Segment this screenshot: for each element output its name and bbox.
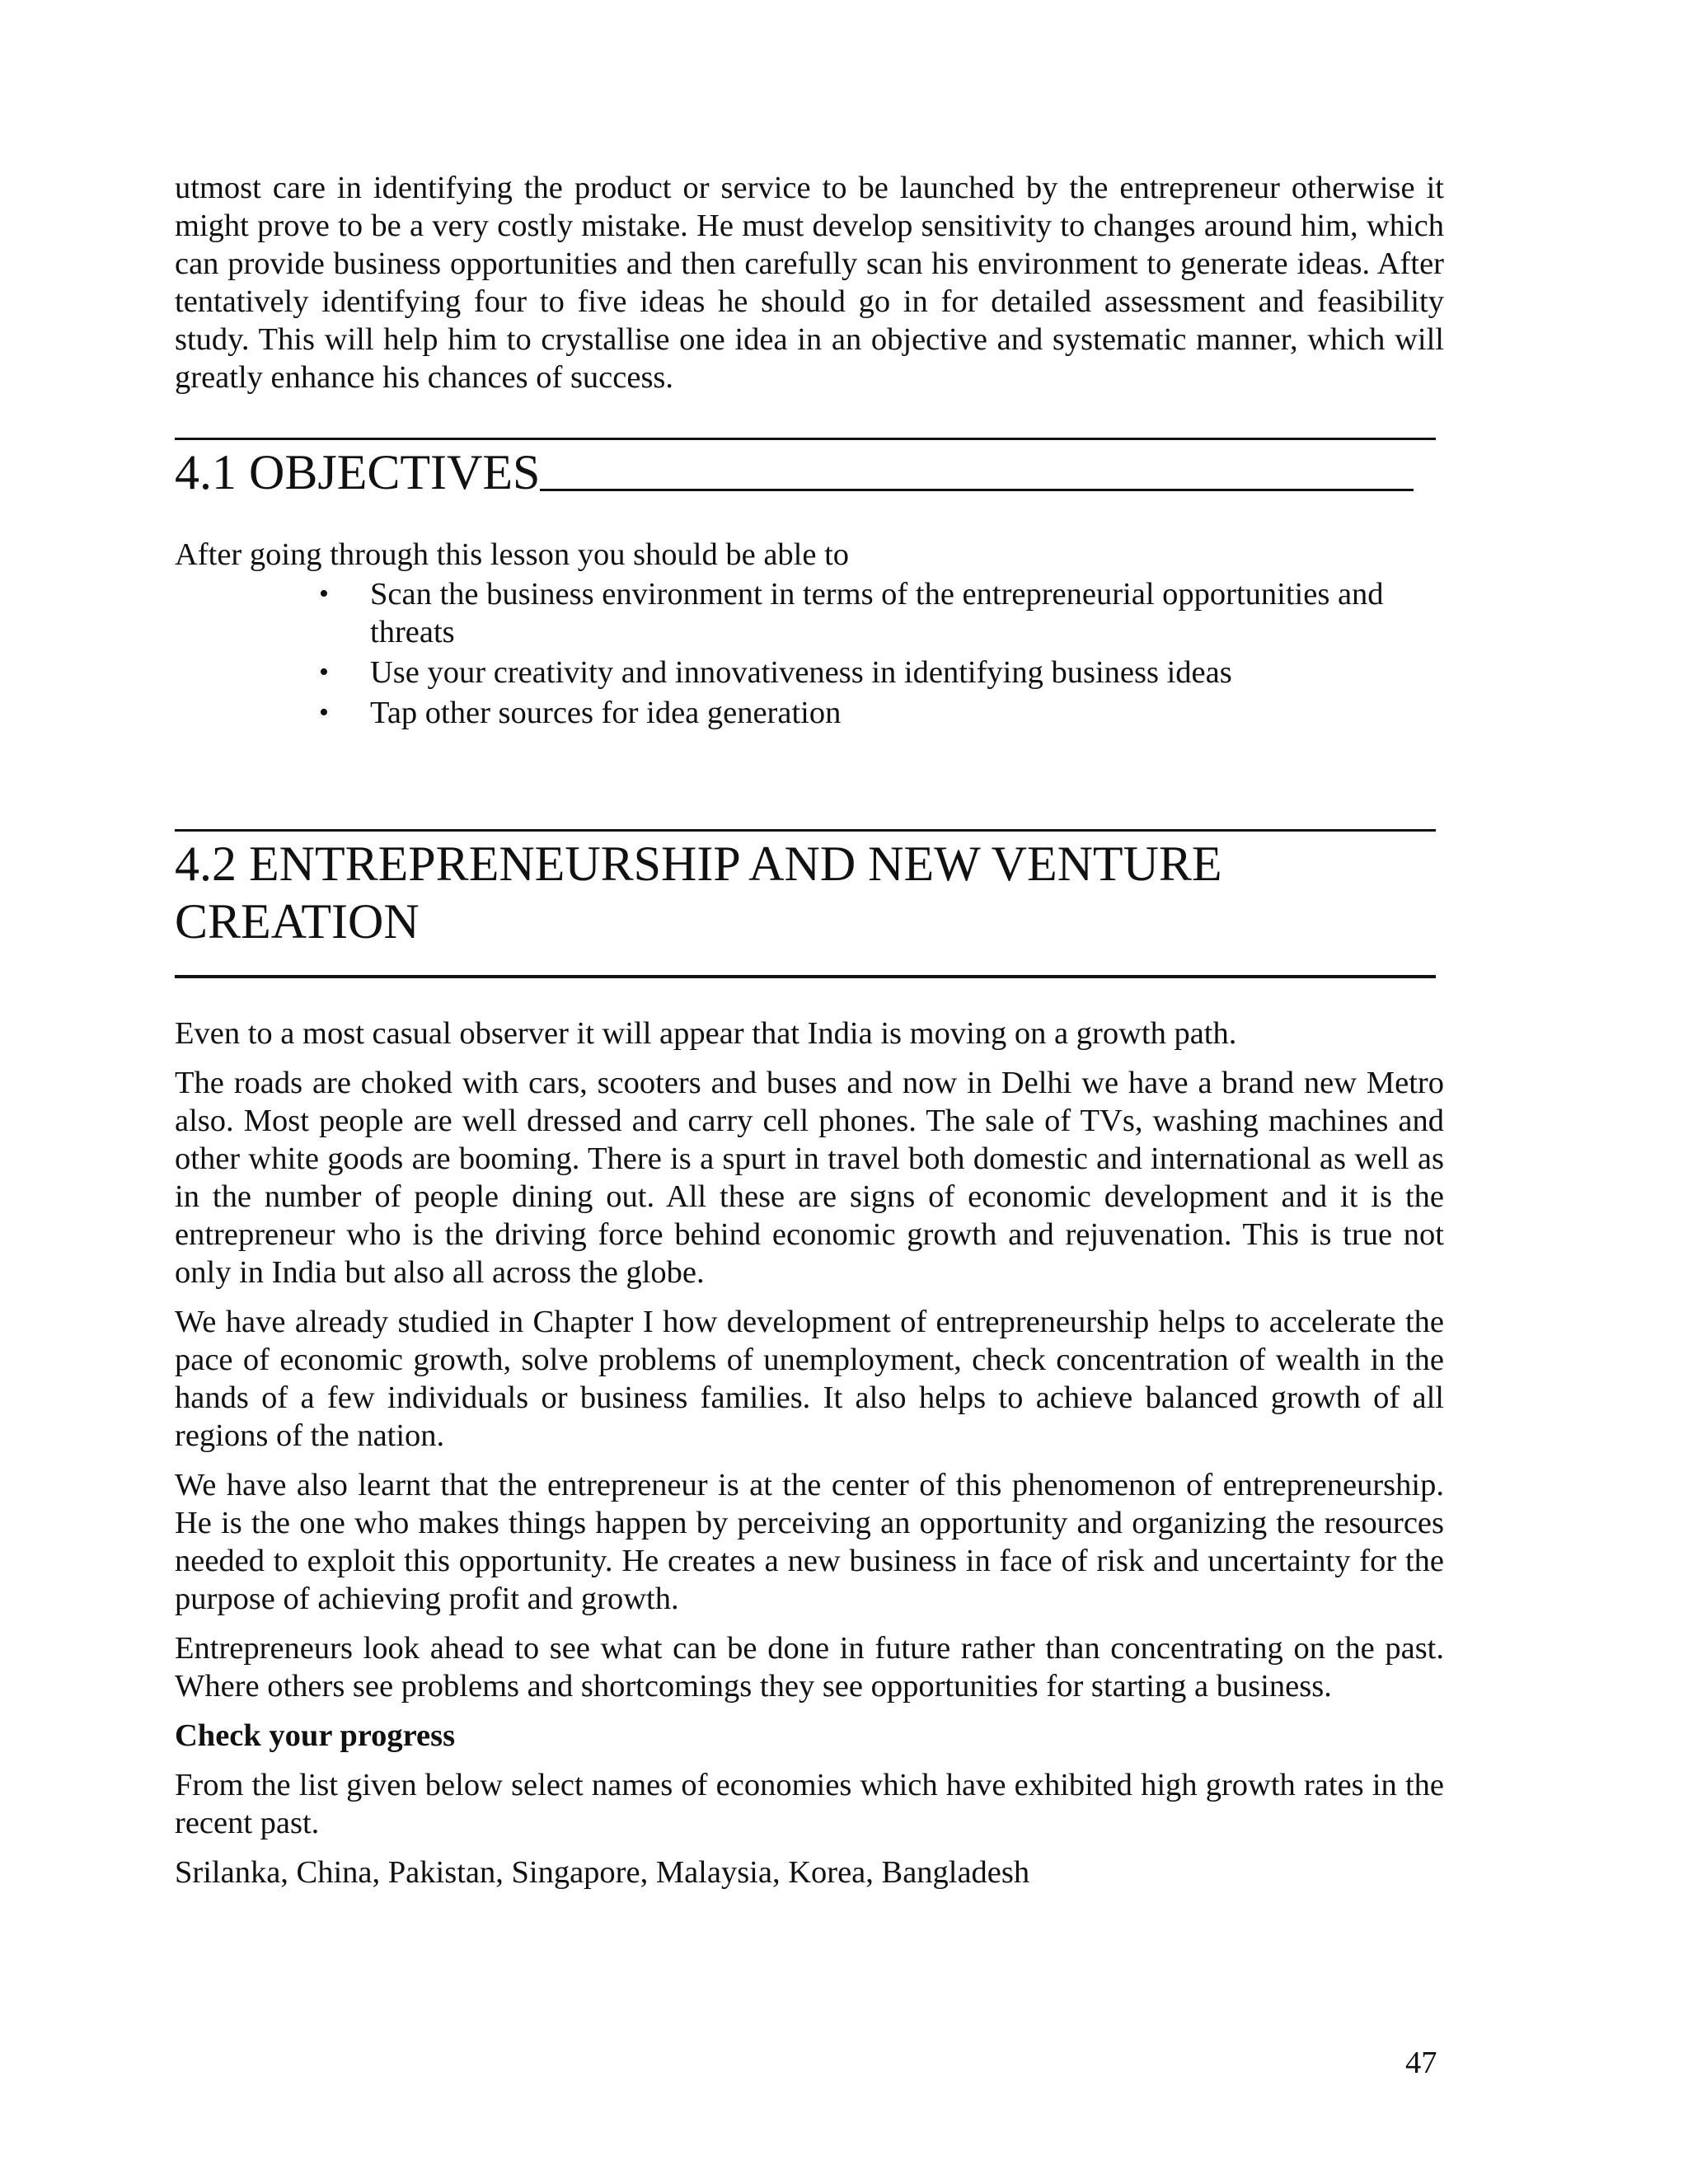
check-progress-label: Check your progress	[175, 1718, 456, 1753]
list-item	[319, 654, 1444, 691]
list-item-text: Tap other sources for idea generation	[370, 696, 842, 730]
objectives-list	[175, 575, 1444, 732]
check-progress-options: Srilanka, China, Pakistan, Singapore, Malaysia, Korea, Bangladesh	[175, 1855, 1030, 1890]
document-page	[175, 169, 1444, 1891]
bullet-icon: •	[319, 579, 329, 609]
bullet-icon: •	[319, 657, 329, 687]
check-progress-title	[175, 1717, 1444, 1755]
section-41-heading	[175, 443, 1444, 501]
list-item-text: Use your creativity and innovativeness in identifying business ideas	[370, 655, 1232, 690]
body-paragraph: The roads are choked with cars, scooters and buses and now in Delhi we have a brand new Metro also. Most people are well dressed and carry cell phones. The sale of TVs, washing machines and other white goods are booming. There is a spurt in travel both domestic and international as well as in the number of people dining out. All these are signs of economic development and it is the entrepreneur who is the driving force behind economic growth and rejuvenation. This is true not only in India but also all across the globe.	[175, 1066, 1444, 1290]
section-42-heading-line2: CREATION	[175, 894, 420, 949]
body-paragraph: Entrepreneurs look ahead to see what can be done in future rather than concentrating on the past. Where others see problems and shortcomings they see opportunities for starting a business.	[175, 1631, 1444, 1704]
body-paragraph: Even to a most casual observer it will appear that India is moving on a growth path.	[175, 1016, 1237, 1051]
heading-underline-fill	[540, 489, 1414, 491]
section-rule-top-42	[175, 829, 1436, 832]
section-rule-bottom-42	[175, 975, 1436, 978]
section-rule-top-41	[175, 438, 1436, 440]
list-item	[319, 694, 1444, 732]
check-progress-question: From the list given below select names of economies which have exhibited high growth rates in the recent past.	[175, 1768, 1444, 1840]
bullet-icon: •	[319, 697, 329, 728]
body-paragraph: We have also learnt that the entrepreneur is at the center of this phenomenon of entrepreneurship. He is the one who makes things happen by perceiving an opportunity and organizing the resources needed to exploit this opportunity. He creates a new business in face of risk and uncertainty for the purpose of achieving profit and growth.	[175, 1468, 1444, 1616]
intro-paragraph: utmost care in identifying the product or service to be launched by the entrepreneur otherwise it might prove to be a very costly mistake. He must develop sensitivity to changes around him, which can provide business opportunities and then carefully scan his environment to generate ideas. After tentatively identifying four to five ideas he should go in for detailed assessment and feasibility study. This will help him to crystallise one idea in an objective and systematic manner, which will greatly enhance his chances of success.	[175, 171, 1444, 395]
list-item	[319, 575, 1444, 651]
body-paragraph: We have already studied in Chapter I how development of entrepreneurship helps to accelerate the pace of economic growth, solve problems of unemployment, check concentration of wealth in the hands of a few individuals or business families. It also helps to achieve balanced growth of all regions of the nation.	[175, 1305, 1444, 1453]
objectives-title: 4.1 OBJECTIVES	[175, 445, 541, 499]
section-42-heading-line1: 4.2 ENTREPRENEURSHIP AND NEW VENTURE	[175, 837, 1222, 891]
objectives-lead: After going through this lesson you should be able to	[175, 537, 850, 572]
page-number: 47	[1405, 2046, 1437, 2080]
list-item-text: Scan the business environment in terms of the entrepreneurial opportunities and threats	[370, 577, 1384, 649]
